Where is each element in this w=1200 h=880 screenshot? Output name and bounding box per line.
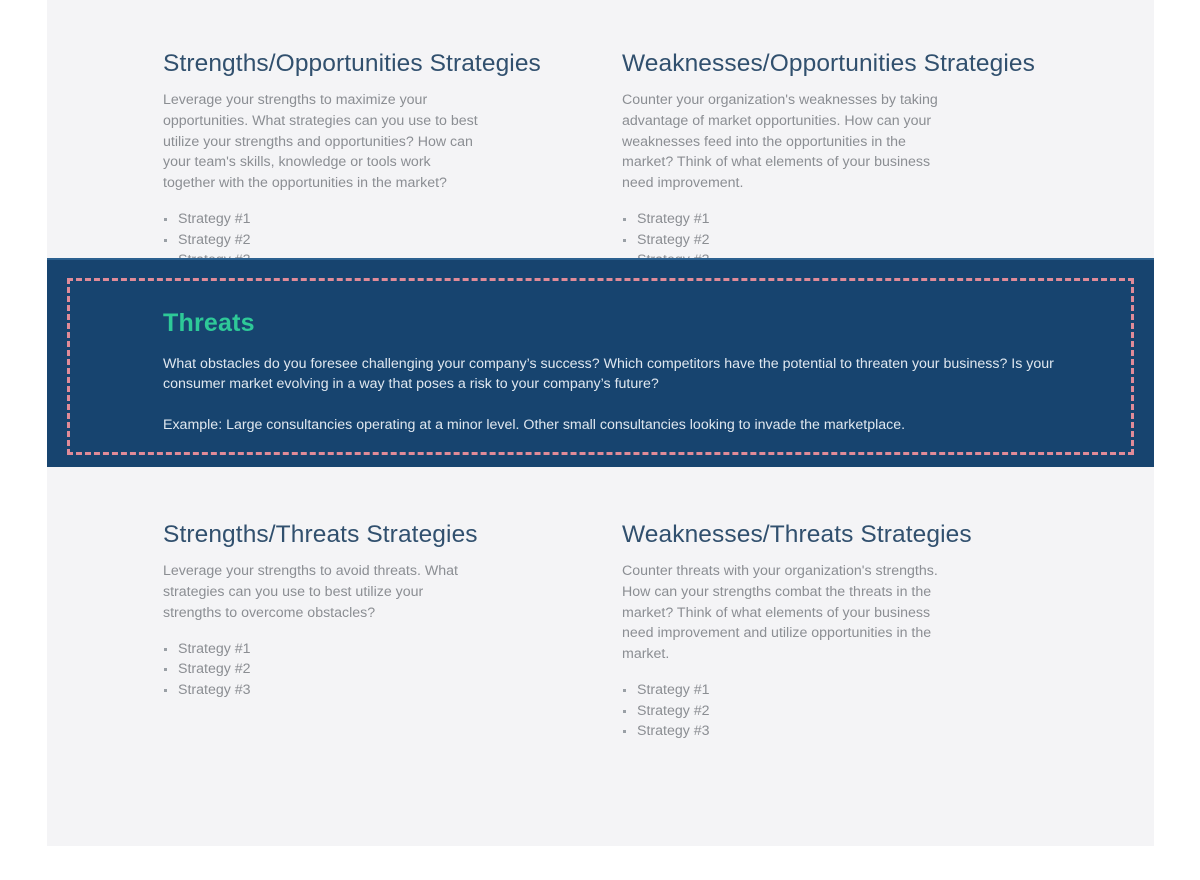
list-item[interactable]: Strategy #2 [622,230,943,250]
weaknesses-threats-strategy-list [622,680,943,741]
swot-strategies-page [47,0,1154,846]
strengths-opportunities-description: Leverage your strengths to maximize your opportunities. What strategies can you use to best utilize your strengths and opportunities? How can your team's skills, knowledge or tools work together with the opportunities in the market? [163,92,478,191]
threats-title: Threats [163,309,255,337]
strengths-opportunities-title: Strengths/Opportunities Strategies [163,50,541,77]
list-item[interactable]: Strategy #1 [622,680,943,700]
top-strategies-row [47,0,1154,258]
strengths-threats-strategy-list [163,639,482,700]
threats-example: Example: Large consultancies operating at a minor level. Other small consultancies looking to invade the marketplace. [163,416,906,433]
weaknesses-opportunities-description: Counter your organization's weaknesses by taking advantage of market opportunities. How can your weaknesses feed into the opportunities in the market? Think of what elements of your business need improvement. [622,92,938,191]
threats-description: What obstacles do you foresee challenging your company’s success? Which competitors have the potential to threaten your business? Is your consumer market evolving in a way that poses a risk to your company’s future? [163,355,1054,393]
list-item[interactable]: Strategy #3 [622,721,943,741]
weaknesses-threats-quadrant [508,520,972,741]
list-item[interactable]: Strategy #1 [163,209,482,229]
strengths-opportunities-quadrant [47,49,541,258]
weaknesses-threats-title: Weaknesses/Threats Strategies [622,521,972,548]
bottom-strategies-row [47,467,1154,741]
strengths-threats-description: Leverage your strengths to avoid threats. What strategies can you use to best utilize your strengths to overcome obstacles? [163,563,458,621]
list-item[interactable]: Strategy #3 [163,680,482,700]
list-item[interactable]: Strategy #1 [622,209,943,229]
list-item[interactable]: Strategy #2 [163,659,482,679]
strengths-threats-title: Strengths/Threats Strategies [163,521,478,548]
weaknesses-threats-description: Counter threats with your organization's strengths. How can your strengths combat the threats in the market? Think of what elements of your business need improvement and utilize opportunities in the market. [622,563,938,662]
strengths-threats-quadrant [47,520,508,741]
threats-content [47,260,1154,435]
weaknesses-opportunities-title: Weaknesses/Opportunities Strategies [622,50,1035,77]
weaknesses-opportunities-quadrant [508,49,1035,258]
list-item[interactable]: Strategy #1 [163,639,482,659]
list-item[interactable]: Strategy #2 [622,701,943,721]
threats-band [47,258,1154,467]
list-item[interactable]: Strategy #2 [163,230,482,250]
